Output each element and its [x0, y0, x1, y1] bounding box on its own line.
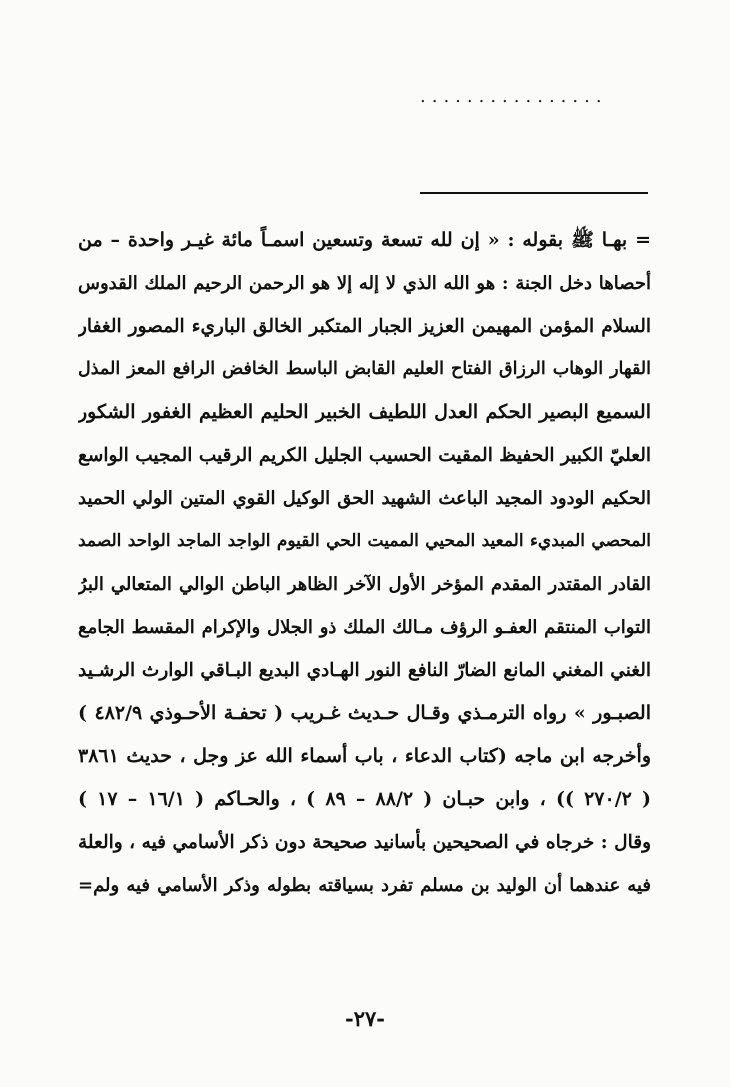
footnote-line: المحصي المبديء المعيد المحيي المميت الحي القيوم الواجد الماجد الواحد الصمد — [78, 531, 651, 551]
footnote-line: فيه عندهما أن الوليد بن مسلم تفرد بسياقته بطوله وذكر الأسامي فيه ولم= — [78, 875, 651, 896]
footnote-line: القهار الوهاب الرزاق الفتاح العليم القابض الباسط الخافض الرافع المعز المذل — [78, 359, 651, 379]
footnote-line: وقال : خرجاه في الصحيحين بأسانيد صحيحة دون ذكر الأسامي فيه ، والعلة — [78, 832, 651, 853]
footnote-line: القادر المقتدر المقدم المؤخر الأول الآخر الظاهر الباطن الوالي المتعالي البرُ — [78, 574, 651, 595]
footnote-line: السلام المؤمن المهيمن العزيز الجبار المتكبر الخالق الباريء المصور الغفار — [78, 316, 651, 337]
footnote-line: السميع البصير الحكم العدل اللطيف الخبير الحليم العظيم الغفور الشكور — [78, 401, 651, 423]
footnote-line: الغني المغني المانع الضارّ النافع النور الهـادي البديع البـاقي الوارث الرشـيد — [78, 660, 651, 681]
footnote-line: الصبـور » رواه الترمـذي وقـال حـديث غـريب ( تحفـة الأحـوذي ٤٨٢/٩ ) — [78, 702, 651, 724]
footnote-line: أحصاها دخل الجنة : هو الله الذي لا إله إلا هو الرحمن الرحيم الملك القدوس — [78, 273, 651, 294]
footnote-line: العليّ الكبير الحفيظ المقيت الحسيب الجليل الكريم الرقيب المجيب الواسع — [78, 445, 651, 466]
footnote-line: وأخرجه ابن ماجه (كتاب الدعاء ، باب أسماء الله عز وجل ، حديث ٣٨٦١ — [78, 745, 651, 767]
footnote-line: الحكيم الودود المجيد الباعث الشهيد الحق الوكيل القوي المتين الولي الحميد — [78, 488, 651, 509]
footnote-block — [78, 219, 651, 907]
footnote-separator-rule — [420, 192, 648, 194]
footnote-line: التواب المنتقم العفـو الرؤف مـالك الملك ذو الجلال والإكرام المقسط الجامع — [78, 617, 651, 638]
page-number: -٢٧- — [345, 1006, 385, 1031]
footnote-line: = بهـا ﷺ بقوله : « إن لله تسعة وتسعين اسمـاً مائة غيـر واحدة – من — [78, 229, 651, 251]
leader-dots: ................ — [420, 86, 608, 107]
footnote-line: ( ٢٧٠/٢ )) ، وابن حبـان ( ٨٨/٢ – ٨٩ ) ، والحـاكم ( ١٦/١ – ١٧ ) — [78, 788, 651, 810]
